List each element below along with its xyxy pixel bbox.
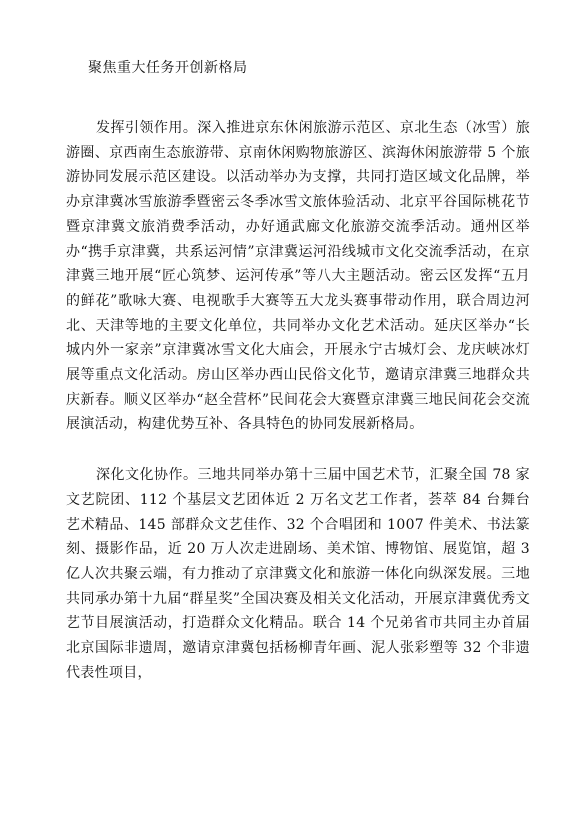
paragraph-cultural-cooperation: 深化文化协作。三地共同举办第十三届中国艺术节，汇聚全国 78 家文艺院团、112 个基层文艺团体近 2 万名文艺工作者，荟萃 84 台舞台艺术精品、145 部群众文艺佳作、32 个合唱团和 1007 件美术、书法篆刻、摄影作品，近 20 万人次走进剧场、美术馆、博物馆、展览馆，超 3 亿人次共聚云端，有力推动了京津冀文化和旅游一体化向纵深发展。三地共同承办第十九届“群星奖”全国决赛及相关文化活动，开展京津冀优秀文艺节目展演活动，打造群众文化精品。联合 14 个兄弟省市共同主办首届北京国际非遗周，邀请京津冀包括杨柳青年画、泥人张彩塑等 32 个非遗代表性项目， [66, 467, 530, 681]
section-heading: 聚焦重大任务开创新格局 [88, 60, 248, 76]
paragraph-leading-role: 发挥引领作用。深入推进京东休闲旅游示范区、京北生态（冰雪）旅游圈、京西南生态旅游带、京南休闲购物旅游区、滨海休闲旅游带 5 个旅游协同发展示范区建设。以活动举办为支撑，共同打造区域文化品牌，举办京津冀冰雪旅游季暨密云冬季冰雪文旅体验活动、北京平谷国际桃花节暨京津冀文旅消费季活动，办好通武廊文化旅游交流季活动。通州区举办“携手京津冀，共系运河情”京津冀运河沿线城市文化交流季活动，在京津冀三地开展“匠心筑梦、运河传承”等八大主题活动。密云区发挥“五月的鲜花”歌咏大赛、电视歌手大赛等五大龙头赛事带动作用，联合周边河北、天津等地的主要文化单位，共同举办文化艺术活动。延庆区举办“长城内外一家亲”京津冀冰雪文化大庙会，开展永宁古城灯会、龙庆峡冰灯展等重点文化活动。房山区举办西山民俗文化节，邀请京津冀三地群众共庆新春。顺义区举办“赵全营杯”民间花会大赛暨京津冀三地民间花会交流展演活动，构建优势互补、各具特色的协同发展新格局。 [66, 120, 530, 433]
